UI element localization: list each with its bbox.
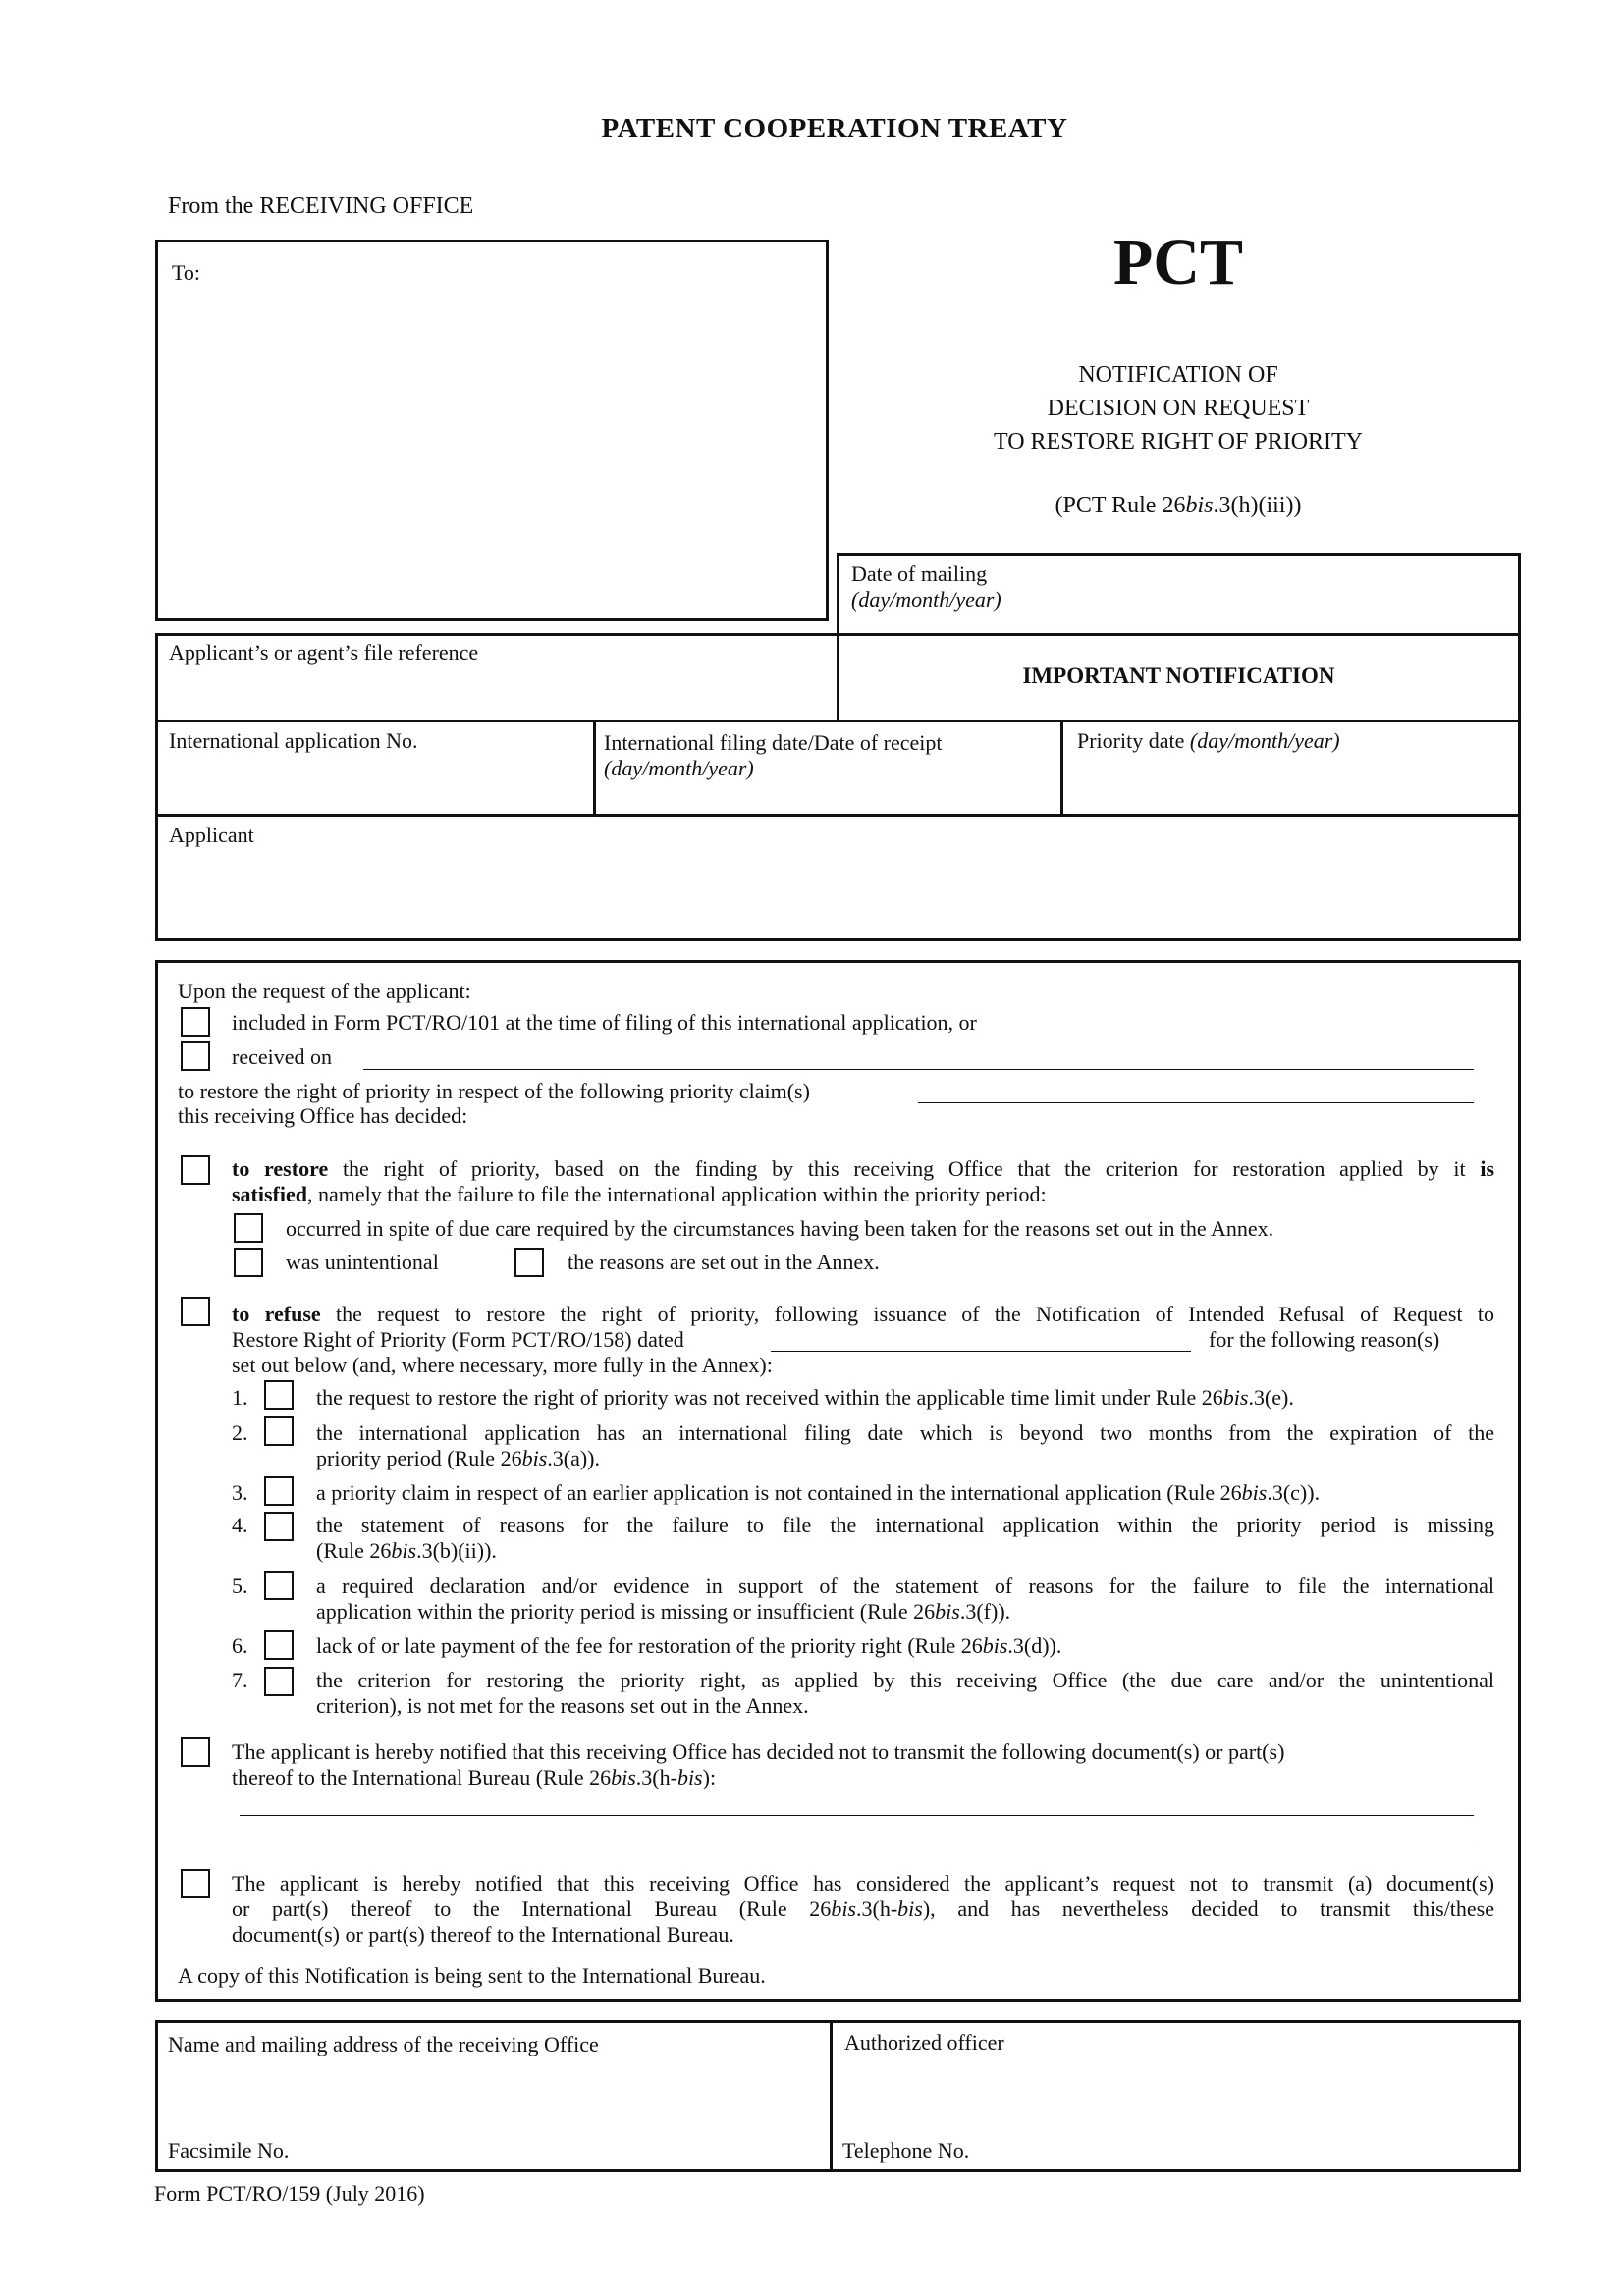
refuse-text-line2b: for the following reason(s) [1209, 1327, 1440, 1352]
pct-logo-text: PCT [1113, 227, 1243, 298]
reason-7-checkbox[interactable] [264, 1667, 294, 1696]
priority-date-format: (day/month/year) [1189, 728, 1340, 753]
date-of-mailing-box[interactable] [837, 553, 1521, 636]
notification-title-2: DECISION ON REQUEST [1047, 396, 1310, 421]
notification-title-3: TO RESTORE RIGHT OF PRIORITY [993, 429, 1364, 454]
reason-5-text: a required declaration and/or evidence in support of the statement of reasons for the failure to file the international [316, 1574, 1494, 1598]
unintentional-checkbox[interactable] [234, 1248, 263, 1277]
reason-2-text-cont: priority period (Rule 26bis.3(a)). [316, 1446, 601, 1470]
documents-field-line2[interactable] [240, 1815, 1474, 1816]
divider [830, 2020, 833, 2172]
reason-num: 5. [232, 1574, 248, 1598]
priority-date-label[interactable] [1077, 728, 1340, 754]
restore-checkbox[interactable] [181, 1155, 210, 1185]
refuse-checkbox[interactable] [181, 1297, 210, 1326]
file-reference-label[interactable]: Applicant’s or agent’s file reference [169, 640, 479, 665]
received-on-text: received on [232, 1044, 332, 1069]
received-on-date-field[interactable] [363, 1069, 1474, 1070]
restore-text-cont: , namely that the failure to file the international application within the priority period: [307, 1182, 1047, 1206]
reason-num: 3. [232, 1480, 248, 1505]
restore-bold: to restore [232, 1156, 329, 1181]
restore-text: the right of priority, based on the finding by this receiving Office that the criterion for restoration applied by it [328, 1156, 1481, 1181]
form-identifier: Form PCT/RO/159 (July 2016) [154, 2181, 425, 2206]
refusal-dated-field[interactable] [771, 1351, 1191, 1352]
unintentional-text: was unintentional [286, 1250, 439, 1274]
reason-num: 2. [232, 1420, 248, 1445]
restore-is: is [1480, 1156, 1494, 1181]
reason-3-checkbox[interactable] [264, 1476, 294, 1506]
reason-4-text: the statement of reasons for the failure to file the international application within the priority period is missing [316, 1513, 1494, 1537]
rule-reference: (PCT Rule 26bis.3(h)(iii)) [1055, 493, 1302, 518]
included-text: included in Form PCT/RO/101 at the time of filing of this international application, or [232, 1010, 977, 1035]
restore-text-line1 [232, 1156, 1494, 1182]
copy-notice: A copy of this Notification is being sent to the International Bureau. [178, 1963, 766, 1988]
decided-text: this receiving Office has decided: [178, 1103, 468, 1128]
refuse-text-line1 [232, 1302, 1494, 1327]
considered-text: The applicant is hereby notified that this receiving Office has considered the applicant’s request not to transmit (a) document(s) [232, 1871, 1494, 1896]
reason-1-text: the request to restore the right of priority was not received within the applicable time limit under Rule 26bis.3(e). [316, 1385, 1294, 1410]
reason-2-text: the international application has an international filing date which is beyond two months from the expiration of the [316, 1420, 1494, 1445]
refuse-text: the request to restore the right of priority, following issuance of the Notification of Intended Refusal of Request to [320, 1302, 1494, 1326]
filing-date-format: (day/month/year) [604, 756, 754, 780]
divider [155, 720, 1521, 722]
reason-5-text-cont: application within the priority period is missing or insufficient (Rule 26bis.3(f)). [316, 1599, 1011, 1624]
reason-3-text: a priority claim in respect of an earlier application is not contained in the international application (Rule 26bis.3(c)). [316, 1480, 1321, 1505]
considered-checkbox[interactable] [181, 1869, 210, 1898]
authorized-officer-label[interactable]: Authorized officer [844, 2030, 1004, 2055]
to-label: To: [172, 260, 201, 285]
important-notification: IMPORTANT NOTIFICATION [1022, 664, 1335, 688]
restore-claims-text: to restore the right of priority in respect of the following priority claim(s) [178, 1079, 810, 1103]
reason-6-checkbox[interactable] [264, 1630, 294, 1660]
refuse-text-line3: set out below (and, where necessary, more fully in the Annex): [232, 1353, 773, 1377]
from-office: From the RECEIVING OFFICE [168, 193, 474, 219]
reasons-annex-text: the reasons are set out in the Annex. [568, 1250, 880, 1274]
intl-app-no-label[interactable]: International application No. [169, 728, 418, 753]
treaty-title: PATENT COOPERATION TREATY [601, 113, 1068, 144]
reason-5-checkbox[interactable] [264, 1571, 294, 1600]
applicant-label[interactable]: Applicant [169, 823, 254, 847]
upon-request: Upon the request of the applicant: [178, 979, 471, 1003]
date-mailing-label: Date of mailing [851, 561, 988, 586]
reason-7-text-cont: criterion), is not met for the reasons set out in the Annex. [316, 1693, 809, 1718]
reason-num: 4. [232, 1513, 248, 1537]
telephone-label[interactable]: Telephone No. [842, 2138, 970, 2163]
included-checkbox[interactable] [181, 1007, 210, 1037]
reasons-annex-checkbox[interactable] [514, 1248, 544, 1277]
due-care-checkbox[interactable] [234, 1213, 263, 1243]
reason-num: 1. [232, 1385, 248, 1410]
divider [1060, 720, 1063, 816]
reason-num: 6. [232, 1633, 248, 1658]
considered-text-cont: or part(s) thereof to the International Bureau (Rule 26bis.3(h-bis), and has nevertheless decided to transmit this/these [232, 1896, 1494, 1921]
reason-1-checkbox[interactable] [264, 1380, 294, 1410]
received-on-checkbox[interactable] [181, 1041, 210, 1071]
reason-num: 7. [232, 1668, 248, 1692]
not-transmit-text-cont: thereof to the International Bureau (Rule 26bis.3(h-bis): [232, 1765, 717, 1789]
divider [593, 720, 596, 816]
reason-4-text-cont: (Rule 26bis.3(b)(ii)). [316, 1538, 497, 1563]
due-care-text: occurred in spite of due care required by the circumstances having been taken for the reasons set out in the Annex. [286, 1216, 1274, 1241]
considered-text-end: document(s) or part(s) thereof to the International Bureau. [232, 1922, 734, 1947]
filing-date-label[interactable]: International filing date/Date of receipt [604, 730, 943, 755]
refuse-text-line2: Restore Right of Priority (Form PCT/RO/158) dated [232, 1327, 684, 1352]
restore-text-line2 [232, 1182, 1047, 1207]
name-address-label[interactable]: Name and mailing address of the receiving Office [168, 2032, 599, 2056]
not-transmit-text: The applicant is hereby notified that this receiving Office has decided not to transmit the following document(s) or part(s) [232, 1739, 1285, 1764]
restore-satisfied: satisfied [232, 1182, 307, 1206]
facsimile-label[interactable]: Facsimile No. [168, 2138, 290, 2163]
reason-7-text: the criterion for restoring the priority right, as applied by this receiving Office (the due care and/or the unintentional [316, 1668, 1494, 1692]
priority-date-text: Priority date [1077, 728, 1185, 753]
notification-title-1: NOTIFICATION OF [1078, 362, 1278, 388]
to-address-box[interactable] [155, 240, 829, 621]
date-mailing-format: (day/month/year) [851, 587, 1001, 612]
not-transmit-checkbox[interactable] [181, 1737, 210, 1767]
refuse-bold: to refuse [232, 1302, 321, 1326]
divider [155, 814, 1521, 817]
reason-4-checkbox[interactable] [264, 1512, 294, 1541]
priority-claims-field[interactable] [918, 1102, 1474, 1103]
reason-2-checkbox[interactable] [264, 1416, 294, 1446]
reason-6-text: lack of or late payment of the fee for restoration of the priority right (Rule 26bis.3(d)). [316, 1633, 1062, 1658]
